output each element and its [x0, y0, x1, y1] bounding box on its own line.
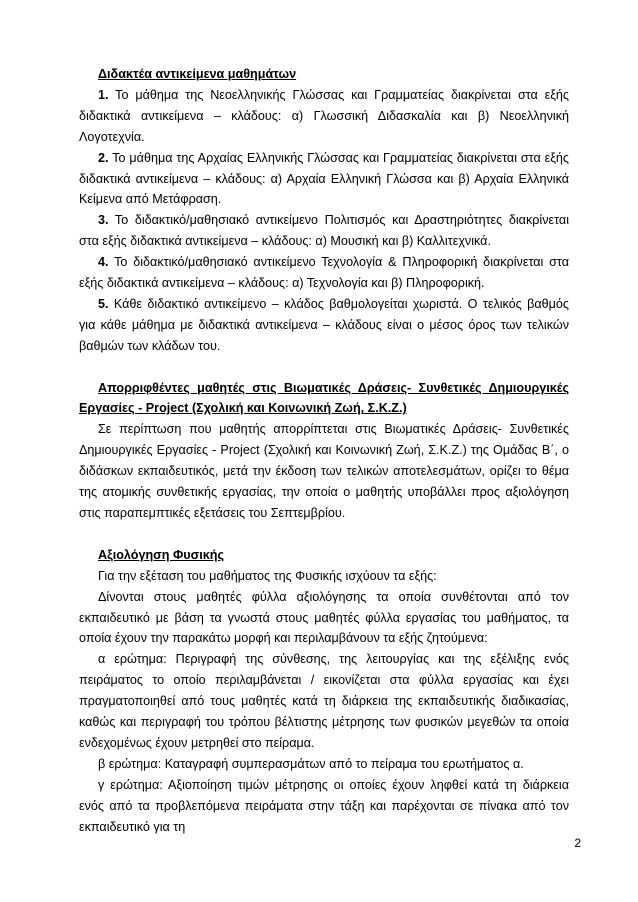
- paragraph-question-a: α ερώτημα: Περιγραφή της σύνθεσης, της λειτουργίας και της εξέλιξης ενός πειράματος το οποίο περιλαμβάνεται / εικονίζεται στα φύλλα εργασίας και έχει πραγματοποιηθεί από τους μαθητές κατά τη διάρκεια της εκπαιδευτικής διαδικασίας, καθώς και περιγραφή του τρόπου βέλτιστης μέτρησης των φυσικών μεγεθών τα οποία ενδεχομένως έχουν μετρηθεί στο πείραμα.: [79, 652, 569, 750]
- item-number: 4.: [98, 255, 109, 270]
- paragraph-item-1: [79, 85, 569, 148]
- paragraph-item-3: [79, 210, 569, 252]
- paragraph-physics-worksheets: Δίνονται στους μαθητές φύλλα αξιολόγησης τα οποία συνθέτονται από τον εκπαιδευτικό με βάση τα γνωστά στους μαθητές φύλλα εργασίας του μαθήματος, τα οποία έχουν την παρακάτω μορφή και περιλαμβάνουν τα εξής ζητούμενα:: [79, 589, 569, 646]
- paragraph-item-4: [79, 252, 569, 294]
- section-heading-rejected-students: Απορριφθέντες μαθητές στις Βιωματικές Δράσεις- Συνθετικές Δημιουργικές Εργασίες - Project (Σχολική και Κοινωνική Ζωή, Σ.Κ.Ζ.): [79, 380, 569, 416]
- paragraph-physics-intro: Για την εξέταση του μαθήματος της Φυσικής ισχύουν τα εξής:: [98, 568, 437, 583]
- paragraph-text: Το μάθημα της Αρχαίας Ελληνικής Γλώσσας και Γραμματείας διακρίνεται στα εξής διδακτικά αντικείμενα – κλάδους: α) Αρχαία Ελληνική Γλώσσα και β) Αρχαία Ελληνικά Κείμενα από Μετάφραση.: [79, 150, 569, 207]
- paragraph-text: Το διδακτικό/μαθησιακό αντικείμενο Πολιτισμός και Δραστηριότητες διακρίνεται στα εξής διδακτικά αντικείμενα – κλάδους: α) Μουσική και β) Καλλιτεχνικά.: [79, 213, 569, 249]
- paragraph-rejected-students: Σε περίπτωση που μαθητής απορρίπτεται στις Βιωματικές Δράσεις- Συνθετικές Δημιουργικές Εργασίες - Project (Σχολική και Κοινωνική Ζωή, Σ.Κ.Ζ.) της Ομάδας Β΄, ο διδάσκων εκπαιδευτικός, μετά την έκδοση των τελικών αποτελεσμάτων, ορίζει το θέμα της ατομικής συνθετικής εργασίας, την οποία ο μαθητής υποβάλλει προς αξιολόγηση στις παραπεμπτικές εξετάσεις του Σεπτεμβρίου.: [79, 422, 569, 521]
- paragraph-item-2: [79, 148, 569, 211]
- paragraph-question-b: β ερώτημα: Καταγραφή συμπερασμάτων από το πείραμα του ερωτήματος α.: [98, 756, 524, 771]
- page-number: 2: [574, 836, 581, 850]
- paragraph-text: Το μάθημα της Νεοελληνικής Γλώσσας και Γραμματείας διακρίνεται στα εξής διδακτικά αντικείμενα – κλάδους: α) Γλωσσική Διδασκαλία και β) Νεοελληνική Λογοτεχνία.: [79, 87, 569, 144]
- item-number: 1.: [98, 87, 109, 102]
- section-heading-physics-assessment: Αξιολόγηση Φυσικής: [98, 547, 224, 562]
- paragraph-text: Κάθε διδακτικό αντικείμενο – κλάδος βαθμολογείται χωριστά. Ο τελικός βαθμός για κάθε μάθημα με διδακτικά αντικείμενα – κλάδους είναι ο μέσος όρος των τελικών βαθμών των κλάδων του.: [79, 296, 569, 353]
- paragraph-text: Το διδακτικό/μαθησιακό αντικείμενο Τεχνολογία & Πληροφορική διακρίνεται στα εξής διδακτικά αντικείμενα – κλάδους: α) Τεχνολογία και β) Πληροφορική.: [79, 255, 569, 291]
- document-body: [79, 64, 569, 838]
- paragraph-item-5: [79, 294, 569, 357]
- section-spacer: [79, 357, 569, 378]
- section-spacer: [79, 524, 569, 545]
- item-number: 3.: [98, 213, 109, 228]
- item-number: 5.: [98, 296, 109, 311]
- paragraph-question-c: γ ερώτημα: Αξιοποίηση τιμών μέτρησης οι οποίες έχουν ληφθεί κατά τη διάρκεια ενός από τα προβλεπόμενα πειράματα στην τάξη και παρέχονται σε πίνακα από τον εκπαιδευτικό για τη: [79, 777, 569, 834]
- section-heading-subjects: Διδακτέα αντικείμενα μαθημάτων: [98, 67, 297, 81]
- item-number: 2.: [98, 150, 109, 165]
